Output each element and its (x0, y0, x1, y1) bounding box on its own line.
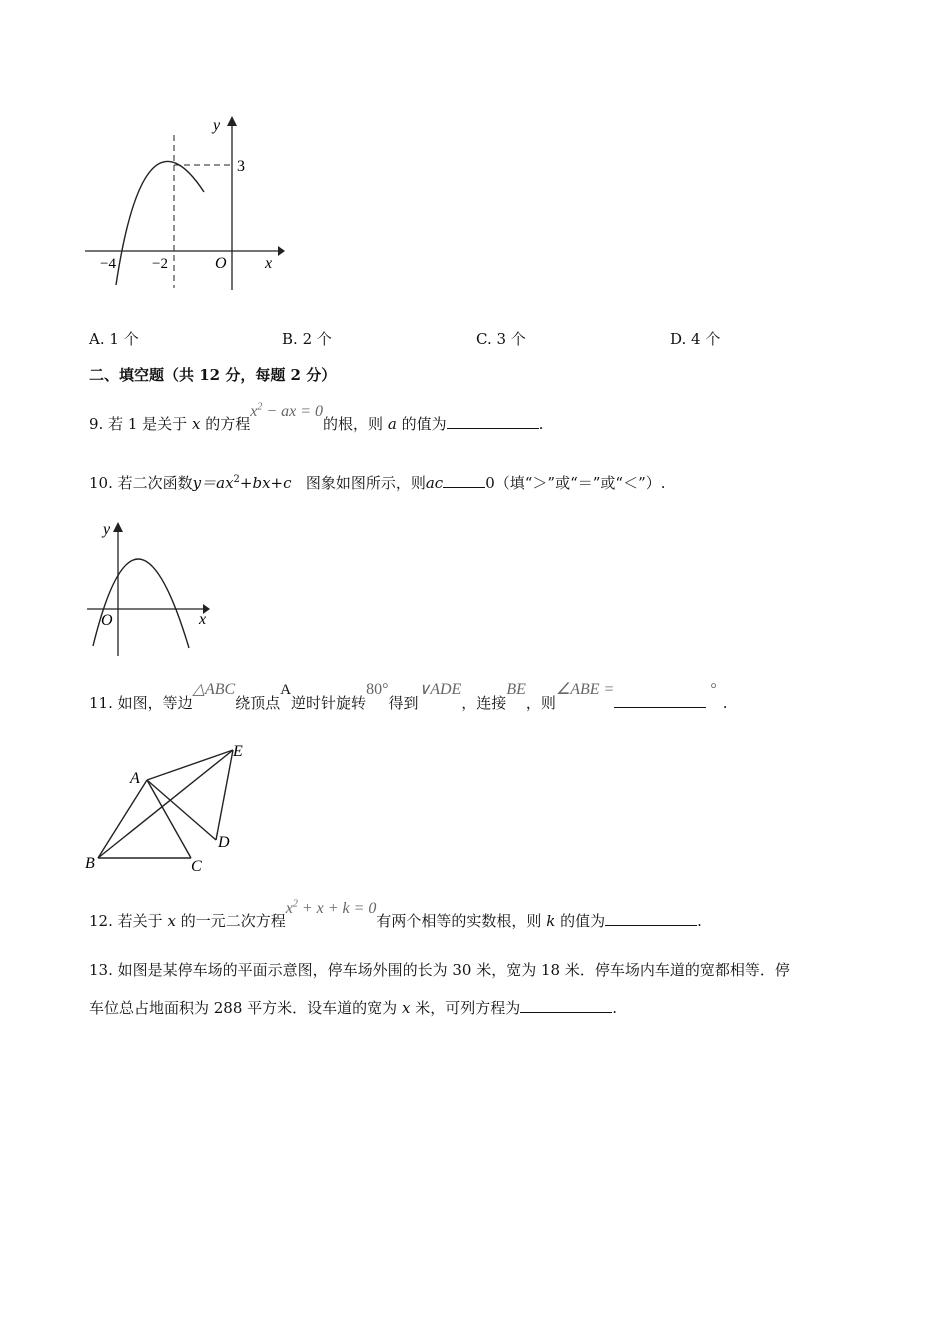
question-13-line-1: 13. 如图是某停车场的平面示意图，停车场外围的长为 30 米，宽为 18 米．停车场内车道的宽都相等．停 (89, 961, 790, 979)
label-minus-4: −4 (100, 256, 116, 272)
parabola-graph-1 (80, 110, 290, 300)
segment-de (216, 750, 233, 840)
choice-c: C. 3 个 (476, 330, 526, 348)
segment-be (98, 750, 233, 858)
section-title: 二、填空题（共 12 分，每题 2 分） (89, 366, 337, 384)
question-10: 10. 若二次函数$y=ax^2+bx+c$ 图象如图所示，则ac 0（填“＞”或“＝”或“＜”）. (89, 474, 666, 492)
triangle-figure (85, 738, 255, 878)
y-label: y (213, 117, 221, 134)
choice-a: A. 1 个 (89, 330, 139, 348)
parabola-curve (93, 559, 189, 648)
origin-label: O (101, 612, 113, 629)
point-a: A (130, 770, 140, 787)
question-11: 11. 如图，等边△ABC绕顶点A逆时针旋转80°得到∨ADE，连接BE，则∠ABE = °. (89, 681, 728, 712)
point-e: E (233, 743, 243, 760)
choice-b: B. 2 个 (282, 330, 332, 348)
question-12: 12. 若关于 x 的一元二次方程$x^2 + x + k = 0$有两个相等的实数根，则 k 的值为 . (89, 898, 702, 930)
point-c: C (191, 858, 202, 875)
segment-ae (147, 750, 233, 780)
y-axis-arrow (227, 116, 237, 126)
origin-label: O (215, 255, 227, 272)
question-13-line-2: 车位总占地面积为 288 平方米．设车道的宽为 x 米，可列方程为 . (89, 999, 617, 1017)
choice-d: D. 4 个 (670, 330, 721, 348)
y-label: y (103, 521, 111, 538)
segment-ac (147, 780, 191, 858)
x-label: x (265, 255, 273, 272)
question-9: 9. 若 1 是关于 x 的方程$x^2$ − ax = 0的根，则 a 的值为 . (89, 401, 544, 433)
x-axis-arrow (278, 246, 285, 256)
label-3: 3 (237, 158, 245, 175)
point-b: B (85, 855, 95, 872)
x-label: x (199, 611, 207, 628)
label-minus-2: −2 (152, 256, 168, 272)
segment-ab (98, 780, 147, 858)
point-d: D (218, 834, 230, 851)
y-axis-arrow (113, 522, 123, 532)
parabola-graph-2 (85, 518, 215, 660)
